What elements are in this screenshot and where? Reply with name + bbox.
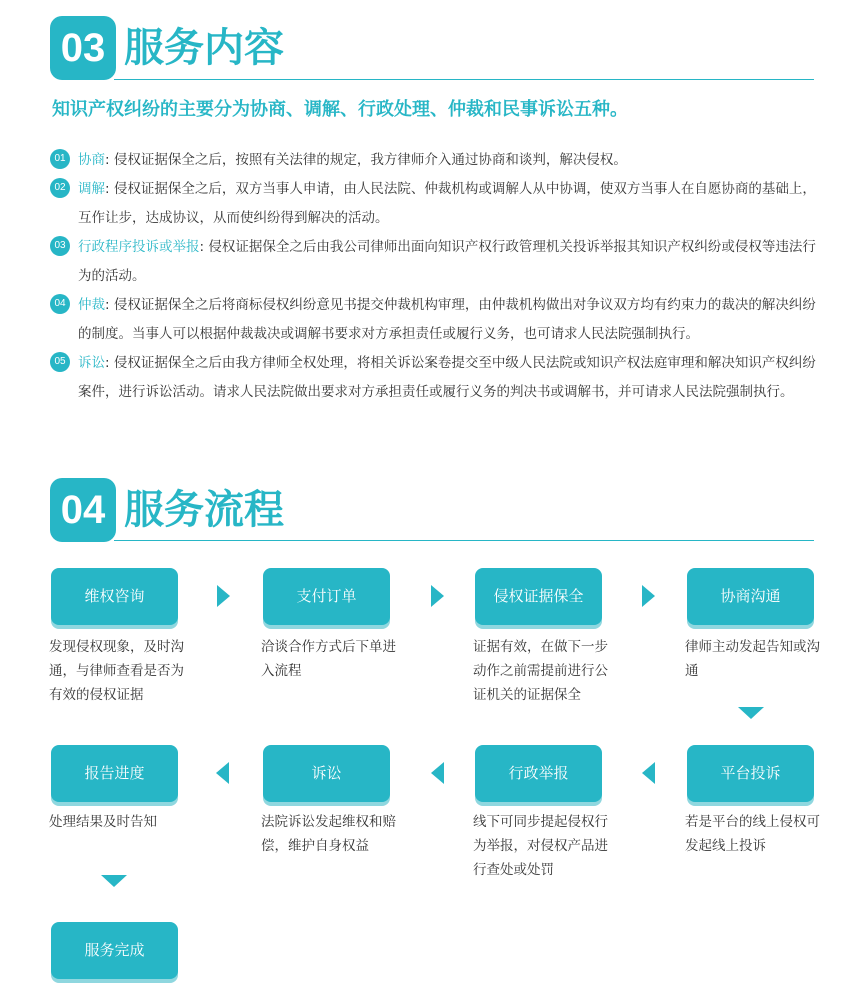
step-box: 侵权证据保全 (475, 568, 602, 625)
item-number-badge: 04 (50, 294, 70, 314)
step-description: 洽谈合作方式后下单进入流程 (261, 639, 396, 679)
item-number-badge: 02 (50, 178, 70, 198)
section-title: 服务内容 (124, 25, 284, 71)
item-text: : 侵权证据保全之后由我方律师全权处理，将相关诉讼案卷提交至中级人民法院或知识产权法庭审理和解决知识产权纠纷案件，进行诉讼活动。请求人民法院做出要求对方承担责任或履行义务的判决书或调解书，并可请求人民法院强制执行。 (78, 355, 816, 400)
step-description: 若是平台的线上侵权可发起线上投诉 (685, 814, 820, 854)
list-item (50, 291, 820, 349)
arrow-right-icon (217, 585, 230, 607)
step-box: 维权咨询 (51, 568, 178, 625)
item-key: 行政程序投诉或举报 (78, 239, 200, 255)
item-key: 诉讼 (78, 355, 105, 371)
item-text: : 侵权证据保全之后，按照有关法律的规定，我方律师介入通过协商和谈判，解决侵权。 (105, 152, 627, 168)
step-box: 服务完成 (51, 922, 178, 979)
section-number: 04 (50, 478, 116, 542)
step-description: 律师主动发起告知或沟通 (685, 639, 820, 679)
step-box: 行政举报 (475, 745, 602, 802)
item-text: : 侵权证据保全之后将商标侵权纠纷意见书提交仲裁机构审理，由仲裁机构做出对争议双方均有约束力的裁决的解决纠纷的制度。当事人可以根据仲裁裁决或调解书要求对方承担责任或履行义务，也可请求人民法院强制执行。 (78, 297, 816, 342)
arrow-left-icon (431, 762, 444, 784)
list-item (50, 233, 820, 291)
step-description: 发现侵权现象，及时沟通，与律师查看是否为有效的侵权证据 (49, 639, 184, 703)
service-content-list (50, 146, 820, 407)
arrow-left-icon (642, 762, 655, 784)
section-subtitle: 知识产权纠纷的主要分为协商、调解、行政处理、仲裁和民事诉讼五种。 (52, 99, 628, 120)
arrow-right-icon (642, 585, 655, 607)
item-number-badge: 01 (50, 149, 70, 169)
arrow-down-icon (101, 875, 127, 887)
item-key: 调解 (78, 181, 105, 197)
item-key: 协商 (78, 152, 105, 168)
list-item (50, 349, 820, 407)
list-item (50, 175, 820, 233)
divider (114, 79, 814, 80)
item-text: : 侵权证据保全之后，双方当事人申请，由人民法院、仲裁机构或调解人从中协调，使双方当事人在自愿协商的基础上，互作让步，达成协议，从而使纠纷得到解决的活动。 (78, 181, 816, 226)
list-item (50, 146, 820, 175)
item-key: 仲裁 (78, 297, 105, 313)
step-description: 处理结果及时告知 (49, 814, 157, 830)
step-description: 法院诉讼发起维权和赔偿，维护自身权益 (261, 814, 396, 854)
step-box: 协商沟通 (687, 568, 814, 625)
step-box: 报告进度 (51, 745, 178, 802)
step-description: 证据有效，在做下一步动作之前需提前进行公证机关的证据保全 (473, 639, 608, 703)
section-number: 03 (50, 16, 116, 80)
arrow-left-icon (216, 762, 229, 784)
step-description: 线下可同步提起侵权行为举报，对侵权产品进行查处或处罚 (473, 814, 608, 878)
step-box: 支付订单 (263, 568, 390, 625)
divider (114, 540, 814, 541)
step-box: 诉讼 (263, 745, 390, 802)
item-number-badge: 05 (50, 352, 70, 372)
section-title: 服务流程 (124, 487, 284, 533)
item-text: : 侵权证据保全之后由我公司律师出面向知识产权行政管理机关投诉举报其知识产权纠纷或侵权等违法行为的活动。 (78, 239, 816, 284)
step-box: 平台投诉 (687, 745, 814, 802)
item-number-badge: 03 (50, 236, 70, 256)
arrow-down-icon (738, 707, 764, 719)
arrow-right-icon (431, 585, 444, 607)
